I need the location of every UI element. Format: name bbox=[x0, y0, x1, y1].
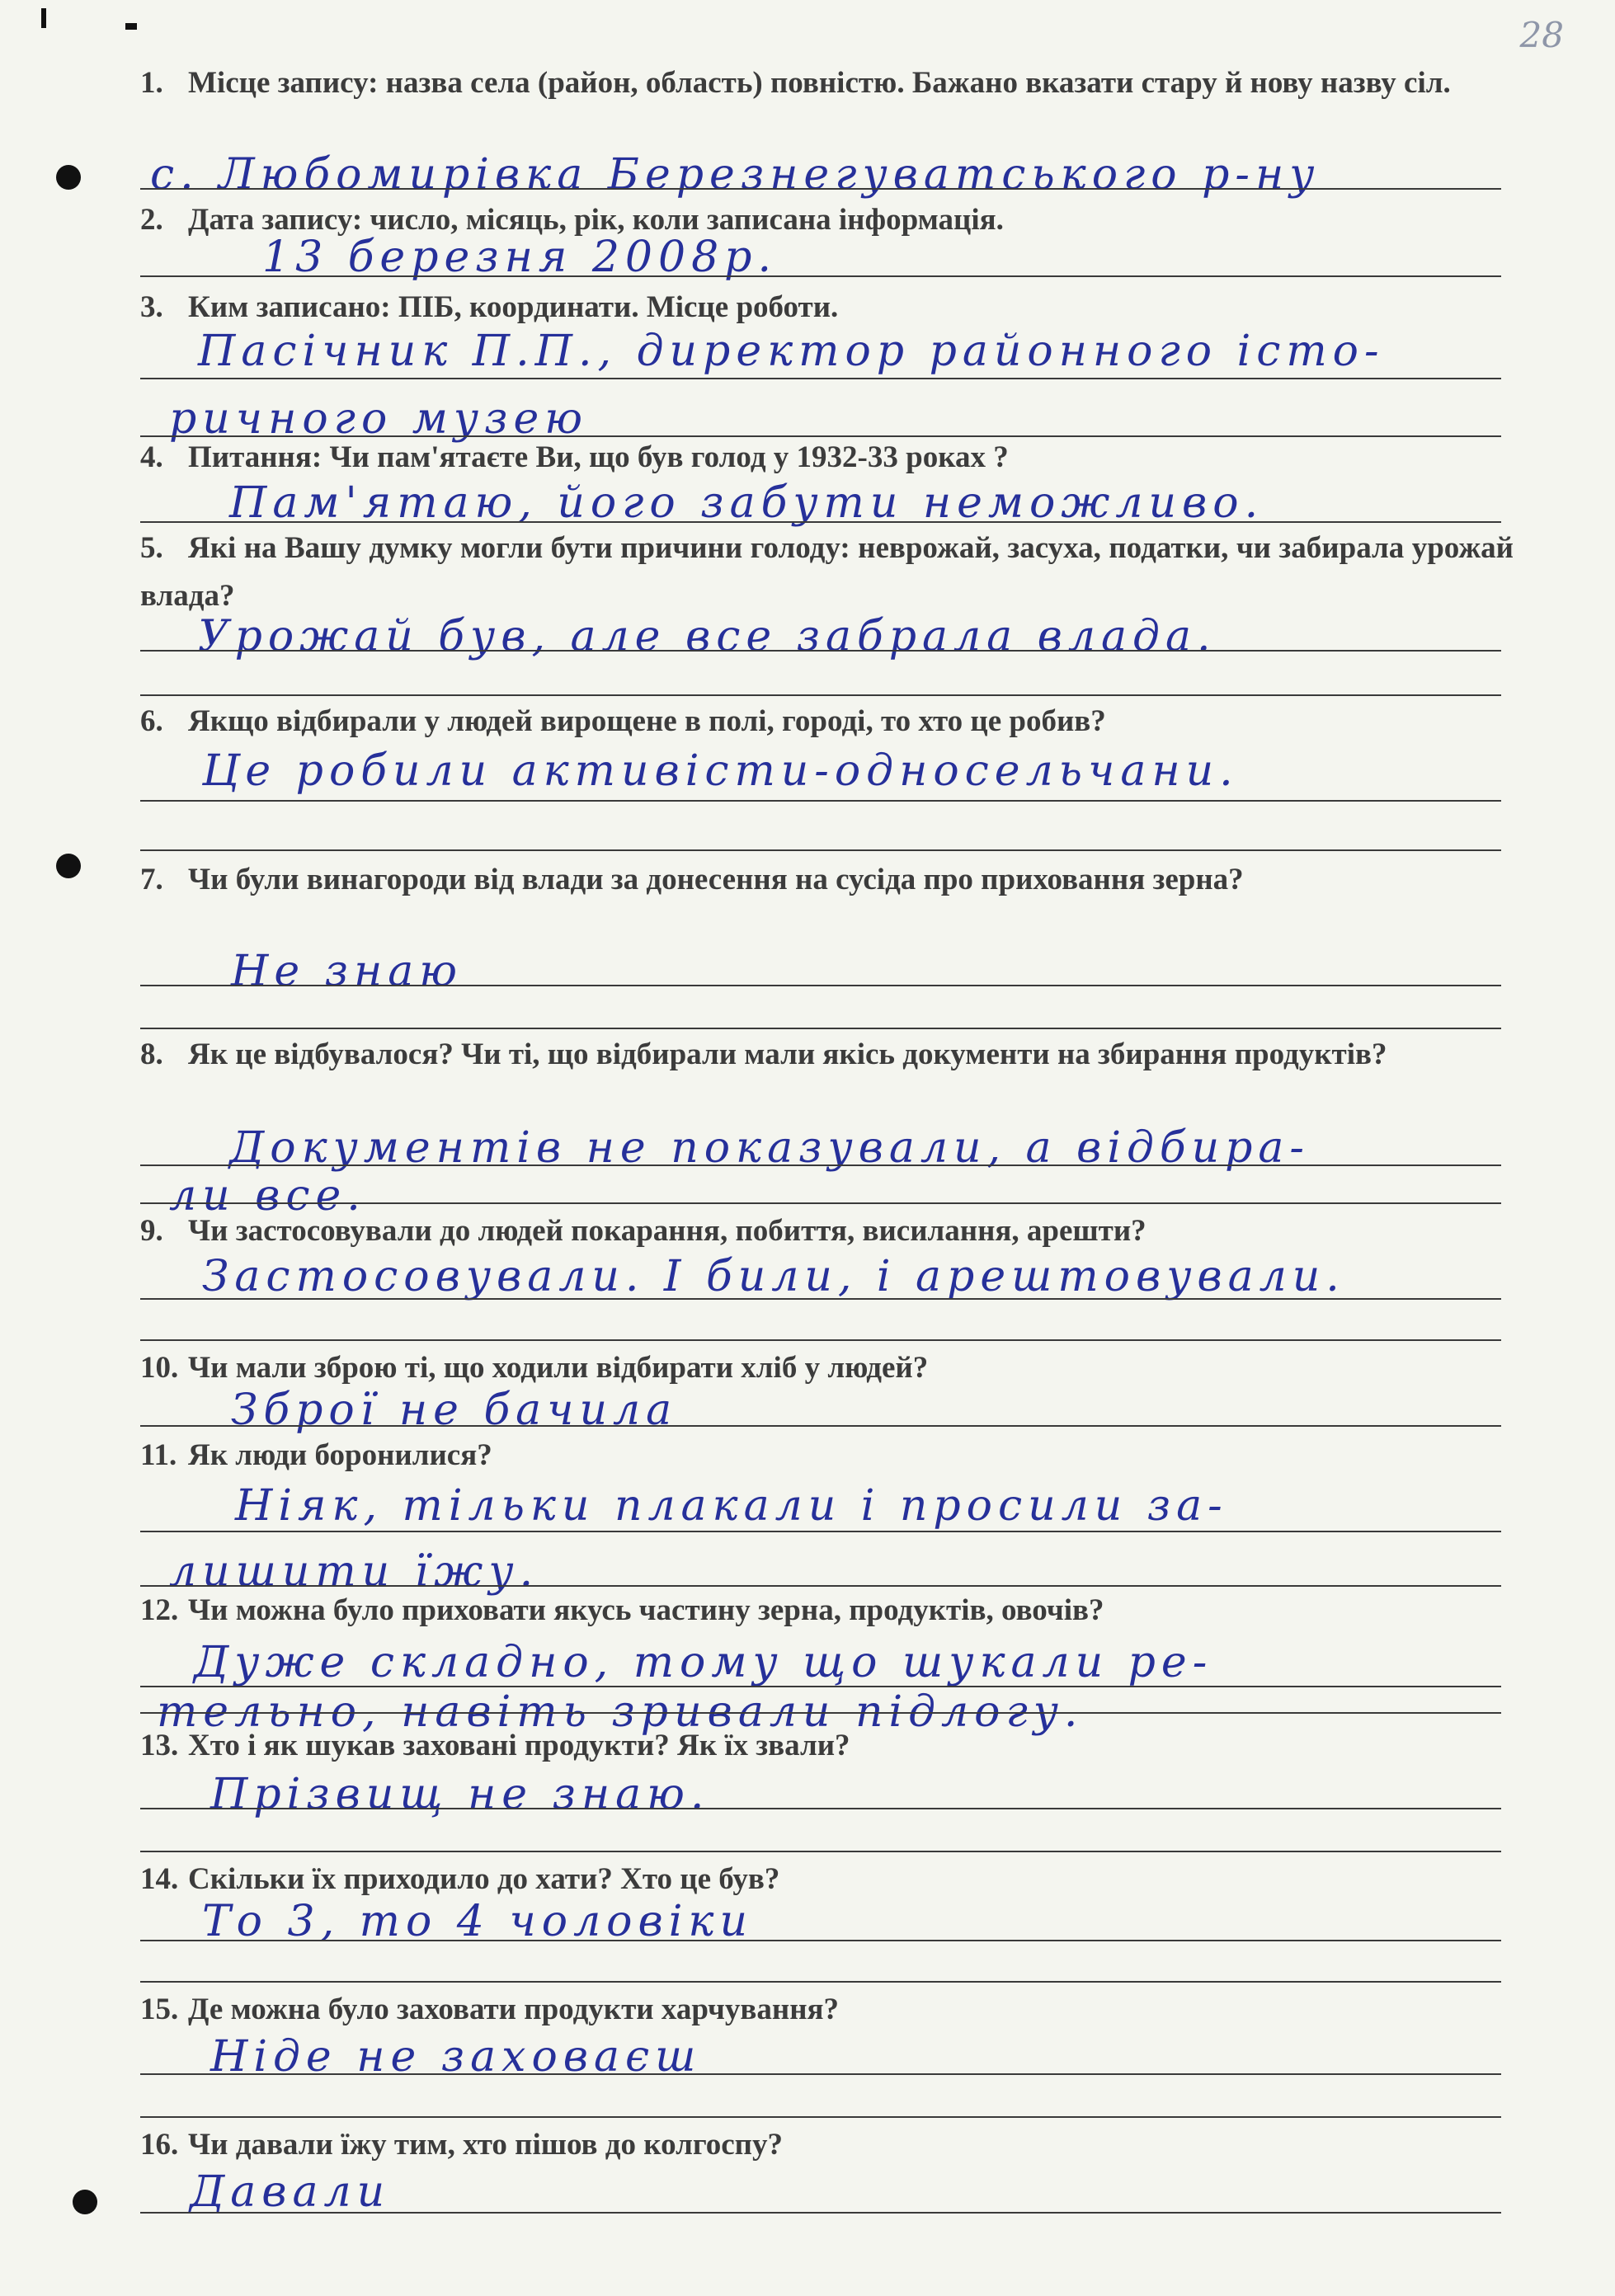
answer-line bbox=[140, 1712, 1501, 1714]
answer-8-line-2: ли все. bbox=[169, 1171, 366, 1221]
question-7: 7. Чи були винагороди від влади за донесення на сусіда про приховання зерна? bbox=[140, 863, 1244, 896]
answer-13: Прізвищ не знаю. bbox=[210, 1770, 710, 1819]
answer-line bbox=[140, 694, 1501, 696]
answer-8-line-1: Документів не показували, а відбира- bbox=[229, 1123, 1311, 1173]
answer-4: Пам'ятаю, його забути неможливо. bbox=[229, 478, 1264, 528]
answer-5: Урожай був, але все забрала влада. bbox=[198, 612, 1217, 661]
answer-line bbox=[140, 2116, 1501, 2118]
answer-line bbox=[140, 1808, 1501, 1809]
answer-line bbox=[140, 2212, 1501, 2214]
answer-line bbox=[140, 800, 1501, 802]
binder-hole-bottom bbox=[73, 2190, 97, 2214]
answer-line bbox=[140, 1028, 1501, 1029]
binder-hole-middle bbox=[56, 854, 81, 878]
answer-10: Зброї не бачила bbox=[231, 1386, 678, 1435]
scan-mark-left bbox=[41, 8, 46, 28]
answer-12-line-2: тельно, навіть зривали підлогу. bbox=[157, 1687, 1084, 1737]
question-13: 13. Хто і як шукав заховані продукти? Як їх звали? bbox=[140, 1729, 850, 1762]
question-15: 15. Де можна було заховати продукти харчування? bbox=[140, 1993, 840, 2026]
answer-1: с. Любомирівка Березнегуватського р-ну bbox=[150, 150, 1321, 200]
question-10: 10. Чи мали зброю ті, що ходили відбирати хліб у людей? bbox=[140, 1351, 929, 1385]
answer-line bbox=[140, 1940, 1501, 1941]
page-number: 28 bbox=[1519, 15, 1564, 55]
question-6: 6. Якщо відбирали у людей вирощене в полі, городі, то хто це робив? bbox=[140, 704, 1106, 738]
answer-line bbox=[140, 985, 1501, 986]
question-16: 16. Чи давали їжу тим, хто пішов до колгоспу? bbox=[140, 2128, 783, 2162]
answer-line bbox=[140, 1339, 1501, 1341]
question-14: 14. Скільки їх приходило до хати? Хто це був? bbox=[140, 1862, 780, 1896]
answer-11-line-1: Ніяк, тільки плакали і просили за- bbox=[235, 1481, 1228, 1531]
answer-11-line-2: лишити їжу. bbox=[169, 1547, 539, 1597]
answer-line bbox=[140, 650, 1501, 652]
answer-3-line-2: ричного музею bbox=[169, 394, 588, 444]
answer-14: То 3, то 4 чоловіки bbox=[202, 1897, 753, 1946]
answer-7: Не знаю bbox=[231, 947, 464, 996]
answer-9: Застосовували. І били, і арештовували. bbox=[202, 1252, 1345, 1301]
question-11: 11. Як люди боронилися? bbox=[140, 1438, 492, 1472]
question-2: 2. Дата запису: число, місяць, рік, коли записана інформація. bbox=[140, 203, 1004, 237]
answer-line bbox=[140, 1981, 1501, 1983]
question-3: 3. Ким записано: ПІБ, координати. Місце роботи. bbox=[140, 290, 839, 324]
answer-12-line-1: Дуже складно, тому що шукали ре- bbox=[194, 1638, 1213, 1687]
question-8: 8. Як це відбувалося? Чи ті, що відбирали мали якісь документи на збирання продуктів? bbox=[140, 1037, 1387, 1071]
answer-line bbox=[140, 1851, 1501, 1852]
answer-3-line-1: Пасічник П.П., директор районного істо- bbox=[198, 327, 1385, 376]
answer-line bbox=[140, 378, 1501, 379]
answer-2: 13 березня 2008р. bbox=[262, 233, 777, 282]
answer-16: Давали bbox=[190, 2167, 391, 2217]
answer-line bbox=[140, 275, 1501, 277]
question-12: 12. Чи можна було приховати якусь частину зерна, продуктів, овочів? bbox=[140, 1593, 1104, 1627]
answer-6: Це робили активісти-односельчани. bbox=[202, 746, 1239, 796]
question-9: 9. Чи застосовували до людей покарання, побиття, висилання, арешти? bbox=[140, 1214, 1147, 1248]
answer-line bbox=[140, 521, 1501, 523]
answer-line bbox=[140, 1425, 1501, 1427]
answer-line bbox=[140, 2073, 1501, 2075]
answer-line bbox=[140, 1531, 1501, 1532]
question-4: 4. Питання: Чи пам'ятаєте Ви, що був голод у 1932-33 роках ? bbox=[140, 440, 1009, 474]
question-1: 1. Місце запису: назва села (район, область) повністю. Бажано вказати стару й нову назву сіл. bbox=[140, 66, 1451, 100]
binder-hole-top bbox=[56, 165, 81, 190]
answer-line bbox=[140, 188, 1501, 190]
answer-15: Ніде не заховаєш bbox=[210, 2032, 702, 2082]
question-5: 5. Які на Вашу думку могли бути причини голоду: неврожай, засуха, податки, чи забирала урожай влада? bbox=[140, 531, 1514, 613]
answer-line bbox=[140, 849, 1501, 851]
scan-mark-right bbox=[125, 23, 137, 30]
answer-line bbox=[140, 1164, 1501, 1166]
answer-line bbox=[140, 1298, 1501, 1300]
answer-line bbox=[140, 1202, 1501, 1204]
